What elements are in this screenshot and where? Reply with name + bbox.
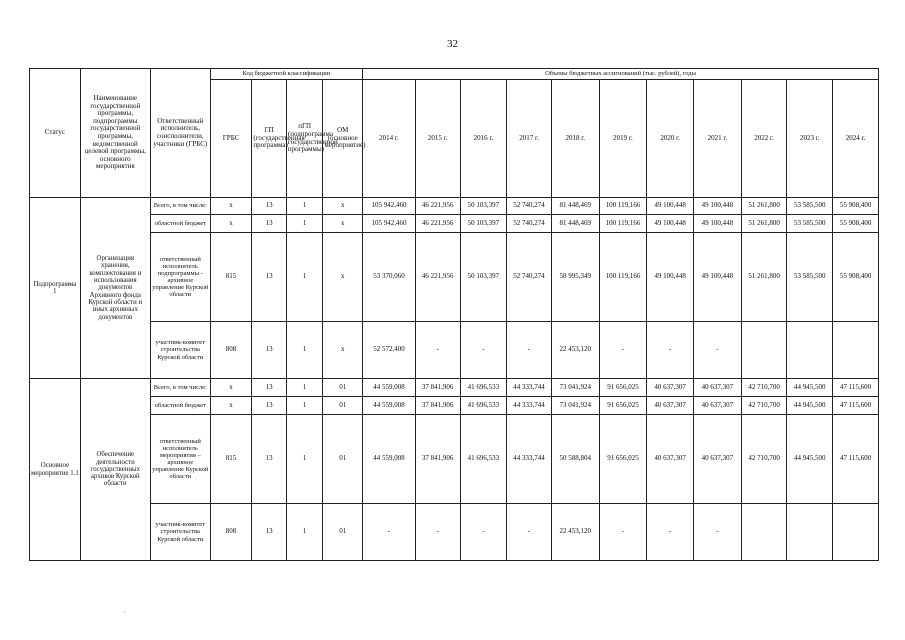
header-year: 2019 г.	[599, 80, 647, 198]
header-name: Наименование государственной программы, подпрограммы государственной программы, ведомственной целевой программы, основного мероприятия	[80, 69, 150, 198]
header-year: 2023 г.	[787, 80, 833, 198]
value-cell: 100 119,166	[599, 233, 647, 322]
value-cell: 49 100,448	[647, 198, 694, 215]
value-cell: 46 221,956	[415, 198, 460, 215]
om-cell: 01	[323, 415, 363, 504]
value-cell: 51 261,800	[741, 198, 787, 215]
value-cell: -	[460, 504, 507, 561]
pgp-cell: 1	[286, 397, 323, 415]
name-cell: Организация хранения, комплектования и использования документов Архивного фонда Курской области и иных архивных документов	[80, 198, 150, 379]
pgp-cell: 1	[286, 379, 323, 397]
value-cell	[741, 322, 787, 379]
value-cell: 50 588,804	[551, 415, 599, 504]
header-code-group: Код бюджетной классификации	[210, 69, 362, 80]
value-cell: 58 995,349	[551, 233, 599, 322]
responsible-cell: участник-комитет строительства Курской области	[150, 504, 210, 561]
value-cell: 49 100,448	[647, 233, 694, 322]
om-cell: х	[323, 198, 363, 215]
value-cell: 49 100,448	[694, 198, 742, 215]
value-cell: 51 261,800	[741, 215, 787, 233]
value-cell: 53 585,500	[787, 233, 833, 322]
value-cell: 51 261,800	[741, 233, 787, 322]
name-cell: Обеспечение деятельности государственных архивов Курской области	[80, 379, 150, 561]
pgp-cell: 1	[286, 233, 323, 322]
value-cell: 52 572,400	[363, 322, 416, 379]
pgp-cell: 1	[286, 504, 323, 561]
gp-cell: 13	[252, 233, 287, 322]
value-cell: 49 100,448	[694, 215, 742, 233]
table-row	[30, 415, 879, 504]
value-cell: 46 221,956	[415, 215, 460, 233]
value-cell: 52 740,274	[507, 198, 552, 215]
value-cell: -	[460, 322, 507, 379]
gp-cell: 13	[252, 397, 287, 415]
header-year: 2015 г.	[415, 80, 460, 198]
responsible-cell: областной бюджет	[150, 215, 210, 233]
value-cell: 40 637,307	[694, 397, 742, 415]
value-cell: 44 945,500	[787, 379, 833, 397]
value-cell: 50 103,397	[460, 233, 507, 322]
gp-cell: 13	[252, 379, 287, 397]
value-cell: 44 945,500	[787, 415, 833, 504]
gp-cell: 13	[252, 215, 287, 233]
header-year: 2022 г.	[741, 80, 787, 198]
value-cell: 105 942,460	[363, 215, 416, 233]
value-cell: 41 696,533	[460, 379, 507, 397]
value-cell: 41 696,533	[460, 415, 507, 504]
header-grbs: ГРБС	[210, 80, 252, 198]
value-cell: -	[694, 504, 742, 561]
value-cell: 44 333,744	[507, 415, 552, 504]
header-year: 2016 г.	[460, 80, 507, 198]
value-cell: 44 333,744	[507, 379, 552, 397]
value-cell: 49 100,448	[694, 233, 742, 322]
value-cell	[787, 504, 833, 561]
header-pgp: пГП (подпрограмма государственной программы)	[286, 80, 323, 198]
value-cell: 73 041,924	[551, 379, 599, 397]
value-cell: 37 841,906	[415, 397, 460, 415]
value-cell: 100 119,166	[599, 198, 647, 215]
value-cell: 22 453,120	[551, 322, 599, 379]
responsible-cell: Всего, в том числе:	[150, 379, 210, 397]
value-cell: 105 942,460	[363, 198, 416, 215]
pgp-cell: 1	[286, 198, 323, 215]
gp-cell: 13	[252, 504, 287, 561]
value-cell: 81 448,469	[551, 198, 599, 215]
value-cell: 53 370,060	[363, 233, 416, 322]
gp-cell: 13	[252, 415, 287, 504]
responsible-cell: областной бюджет	[150, 397, 210, 415]
value-cell: 47 115,600	[833, 397, 879, 415]
value-cell: 53 585,500	[787, 215, 833, 233]
grbs-cell: х	[210, 215, 252, 233]
responsible-cell: ответственный исполнитель мероприятия – архивное управление Курской области	[150, 415, 210, 504]
grbs-cell: 808	[210, 322, 252, 379]
grbs-cell: х	[210, 397, 252, 415]
value-cell: 91 656,025	[599, 415, 647, 504]
value-cell: 55 908,400	[833, 233, 879, 322]
value-cell: 81 448,469	[551, 215, 599, 233]
value-cell: 40 637,307	[647, 379, 694, 397]
table-row	[30, 322, 879, 379]
value-cell: 40 637,307	[647, 397, 694, 415]
table-row	[30, 215, 879, 233]
header-year: 2024 г.	[833, 80, 879, 198]
grbs-cell: х	[210, 379, 252, 397]
header-year: 2017 г.	[507, 80, 552, 198]
header-om: ОМ (основное мероприятие)	[323, 80, 363, 198]
grbs-cell: 808	[210, 504, 252, 561]
om-cell: х	[323, 322, 363, 379]
gp-cell: 13	[252, 198, 287, 215]
value-cell: 55 908,400	[833, 198, 879, 215]
value-cell: 50 103,397	[460, 198, 507, 215]
value-cell: -	[415, 322, 460, 379]
header-year: 2014 г.	[363, 80, 416, 198]
value-cell: 44 333,744	[507, 397, 552, 415]
value-cell	[787, 322, 833, 379]
value-cell: 37 841,906	[415, 379, 460, 397]
value-cell: 100 119,166	[599, 215, 647, 233]
value-cell: -	[415, 504, 460, 561]
value-cell: 73 041,924	[551, 397, 599, 415]
value-cell	[741, 504, 787, 561]
value-cell: 91 656,025	[599, 397, 647, 415]
responsible-cell: Всего, в том числе:	[150, 198, 210, 215]
value-cell: 49 100,448	[647, 215, 694, 233]
table-row	[30, 233, 879, 322]
value-cell: -	[647, 504, 694, 561]
header-responsible: Ответственный исполнитель, соисполнители, участники (ГРБС)	[150, 69, 210, 198]
value-cell	[833, 504, 879, 561]
value-cell: 50 103,397	[460, 215, 507, 233]
pgp-cell: 1	[286, 322, 323, 379]
header-year: 2018 г.	[551, 80, 599, 198]
value-cell: 44 559,008	[363, 397, 416, 415]
header-year: 2021 г.	[694, 80, 742, 198]
value-cell: -	[507, 322, 552, 379]
value-cell: 91 656,025	[599, 379, 647, 397]
value-cell: -	[694, 322, 742, 379]
om-cell: 01	[323, 504, 363, 561]
value-cell: 42 710,700	[741, 415, 787, 504]
value-cell: 55 908,400	[833, 215, 879, 233]
header-gp: ГП (государственная программа)	[252, 80, 287, 198]
om-cell: 01	[323, 379, 363, 397]
value-cell: 52 740,274	[507, 215, 552, 233]
value-cell: 22 453,120	[551, 504, 599, 561]
value-cell: -	[647, 322, 694, 379]
value-cell: 47 115,600	[833, 379, 879, 397]
status-cell: Подпрограмма 1	[30, 198, 81, 379]
value-cell: 42 710,700	[741, 379, 787, 397]
table-row	[30, 504, 879, 561]
value-cell: -	[599, 322, 647, 379]
gp-cell: 13	[252, 322, 287, 379]
om-cell: х	[323, 215, 363, 233]
grbs-cell: 815	[210, 415, 252, 504]
budget-allocation-table	[29, 68, 879, 561]
value-cell: -	[507, 504, 552, 561]
header-year: 2020 г.	[647, 80, 694, 198]
header-volumes-group: Объемы бюджетных ассигнований (тыс. рублей), годы	[363, 69, 879, 80]
header-status: Статус	[30, 69, 81, 198]
value-cell: 47 115,600	[833, 415, 879, 504]
value-cell: 41 696,533	[460, 397, 507, 415]
value-cell: -	[599, 504, 647, 561]
value-cell: 44 559,008	[363, 379, 416, 397]
status-cell: Основное мероприятие 1.1	[30, 379, 81, 561]
value-cell: 40 637,307	[694, 379, 742, 397]
table-row	[30, 379, 879, 397]
value-cell: -	[363, 504, 416, 561]
grbs-cell: х	[210, 198, 252, 215]
page-number: 32	[447, 38, 458, 50]
table-row	[30, 198, 879, 215]
value-cell: 37 841,906	[415, 415, 460, 504]
value-cell: 40 637,307	[694, 415, 742, 504]
grbs-cell: 815	[210, 233, 252, 322]
table-row	[30, 397, 879, 415]
pgp-cell: 1	[286, 215, 323, 233]
value-cell: 44 559,008	[363, 415, 416, 504]
value-cell	[833, 322, 879, 379]
value-cell: 42 710,700	[741, 397, 787, 415]
om-cell: х	[323, 233, 363, 322]
value-cell: 52 740,274	[507, 233, 552, 322]
responsible-cell: ответственный исполнитель подпрограммы - архивное управление Курской области	[150, 233, 210, 322]
om-cell: 01	[323, 397, 363, 415]
value-cell: 53 585,500	[787, 198, 833, 215]
value-cell: 46 221,956	[415, 233, 460, 322]
value-cell: 40 637,307	[647, 415, 694, 504]
pgp-cell: 1	[286, 415, 323, 504]
responsible-cell: участник-комитет строительства Курской области	[150, 322, 210, 379]
value-cell: 44 945,500	[787, 397, 833, 415]
scan-mark: ·	[123, 608, 126, 617]
